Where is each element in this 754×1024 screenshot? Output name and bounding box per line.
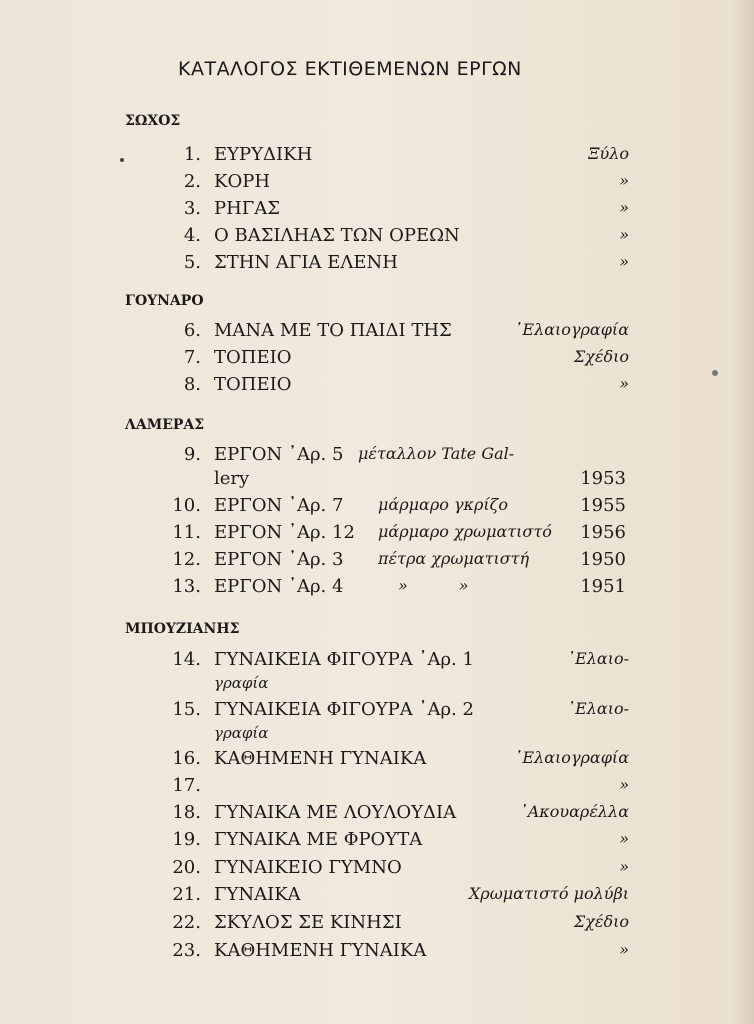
entry-number: 8. (183, 374, 201, 395)
entry-title: ΓΥΝΑΙΚΑ (214, 884, 301, 905)
entry-number: 5. (183, 252, 201, 273)
section-heading: ΓΟΥΝΑΡΟ (125, 293, 204, 309)
entry-title: ΡΗΓΑΣ (214, 198, 281, 219)
entry-medium: » (619, 252, 629, 271)
entry-number: 3. (183, 198, 201, 219)
list-item (0, 522, 754, 548)
entry-medium: » (619, 829, 629, 848)
page-title: ΚΑΤΑΛΟΓΟΣ ΕΚΤΙΘΕΜΕΝΩΝ ΕΡΓΩΝ (178, 58, 522, 80)
entry-title: ΕΥΡΥΔΙΚΗ (214, 144, 313, 165)
entry-title: ΚΑΘΗΜΕΝΗ ΓΥΝΑΙΚΑ (214, 748, 427, 769)
list-item (0, 912, 754, 938)
list-item (0, 347, 754, 373)
list-item (0, 829, 754, 855)
list-item (0, 444, 754, 470)
entry-title: ΣΤΗΝ ΑΓΙΑ ΕΛΕΝΗ (214, 252, 398, 273)
entry-medium: » (619, 225, 629, 244)
entry-medium: » (619, 857, 629, 876)
entry-medium: » (619, 775, 629, 794)
entry-title: ΓΥΝΑΙΚΑ ΜΕ ΦΡΟΥΤΑ (214, 829, 423, 850)
entry-number: 15. (172, 699, 201, 720)
entry-medium: » (619, 374, 629, 393)
entry-title: ΕΡΓΟΝ ᾿Αρ. 7 (214, 495, 344, 516)
list-item (0, 320, 754, 346)
section-heading: ΜΠΟΥΖΙΑΝΗΣ (125, 621, 240, 637)
entry-title: ΕΡΓΟΝ ᾿Αρ. 12 (214, 522, 355, 543)
entry-medium: Χρωματιστό μολύβι (468, 884, 629, 903)
entry-title: ΚΟΡΗ (214, 171, 271, 192)
entry-number: 6. (183, 320, 201, 341)
entry-medium: Ξύλο (588, 144, 629, 163)
list-item (0, 884, 754, 910)
list-item (0, 775, 754, 801)
entry-number: 19. (172, 829, 201, 850)
entry-medium: μάρμαρο γκρίζο (378, 495, 508, 514)
entry-title: ΓΥΝΑΙΚΕΙΟ ΓΥΜΝΟ (214, 857, 402, 878)
entry-year: 1953 (580, 468, 626, 489)
entry-title: Ο ΒΑΣΙΛΗΑΣ ΤΩΝ ΟΡΕΩΝ (214, 225, 460, 246)
entry-title: ΕΡΓΟΝ ᾿Αρ. 5 (214, 444, 344, 465)
entry-number: 16. (172, 748, 201, 769)
list-item (0, 576, 754, 602)
entry-number: 4. (183, 225, 201, 246)
entry-title: ΓΥΝΑΙΚΕΙΑ ΦΙΓΟΥΡΑ ᾿Αρ. 2 (214, 699, 474, 720)
entry-number: 17. (172, 775, 201, 796)
list-item (0, 171, 754, 197)
entry-number: 14. (172, 649, 201, 670)
entry-title: ΓΥΝΑΙΚΑ ΜΕ ΛΟΥΛΟΥΔΙΑ (214, 802, 457, 823)
entry-medium: πέτρα χρωματιστή (378, 549, 530, 568)
entry-medium: μέταλλον Tate Gal- (358, 444, 515, 463)
entry-medium: μάρμαρο χρωματιστό (378, 522, 552, 541)
list-item (0, 549, 754, 575)
entry-continuation: lery (214, 468, 250, 489)
entry-title: ΚΑΘΗΜΕΝΗ ΓΥΝΑΙΚΑ (214, 940, 427, 961)
list-item (0, 198, 754, 224)
list-item (0, 495, 754, 521)
list-item (0, 649, 754, 675)
entry-number: 23. (172, 940, 201, 961)
entry-medium: » (619, 171, 629, 190)
entry-medium: » » (398, 576, 469, 595)
entry-year: 1956 (580, 522, 626, 543)
entry-number: 7. (183, 347, 201, 368)
section-heading: ΛΑΜΕΡΑΣ (125, 417, 205, 433)
entry-title: ΣΚΥΛΟΣ ΣΕ ΚΙΝΗΣΙ (214, 912, 402, 933)
entry-number: 20. (172, 857, 201, 878)
list-item-continuation (0, 674, 754, 700)
entry-medium: Σχέδιο (573, 347, 629, 366)
entry-title: ΕΡΓΟΝ ᾿Αρ. 3 (214, 549, 344, 570)
entry-number: 13. (172, 576, 201, 597)
entry-medium: ᾿Ελαιο- (567, 699, 629, 718)
entry-number: 10. (172, 495, 201, 516)
entry-medium: » (619, 198, 629, 217)
list-item (0, 699, 754, 725)
entry-title: ΜΑΝΑ ΜΕ ΤΟ ΠΑΙΔΙ ΤΗΣ (214, 320, 452, 341)
entry-medium: Σχέδιο (573, 912, 629, 931)
entry-medium: ᾿Ελαιογραφία (514, 320, 629, 339)
entry-medium: ᾿Ελαιογραφία (514, 748, 629, 767)
list-item (0, 252, 754, 278)
section-heading: ΣΩΧΟΣ (125, 113, 181, 129)
entry-number: 2. (183, 171, 201, 192)
entry-number: 11. (172, 522, 201, 543)
list-item (0, 225, 754, 251)
list-item (0, 857, 754, 883)
entry-number: 9. (183, 444, 201, 465)
entry-number: 1. (183, 144, 201, 165)
entry-continuation: γραφία (214, 724, 269, 742)
list-item-continuation (0, 724, 754, 750)
list-item (0, 802, 754, 828)
list-item (0, 144, 754, 170)
entry-title: ΓΥΝΑΙΚΕΙΑ ΦΙΓΟΥΡΑ ᾿Αρ. 1 (214, 649, 474, 670)
list-item-continuation (0, 468, 754, 494)
entry-year: 1951 (580, 576, 626, 597)
entry-number: 18. (172, 802, 201, 823)
entry-year: 1950 (580, 549, 626, 570)
entry-number: 12. (172, 549, 201, 570)
entry-medium: ᾿Ελαιο- (567, 649, 629, 668)
entry-title: ΤΟΠΕΙΟ (214, 374, 292, 395)
entry-title: ΤΟΠΕΙΟ (214, 347, 292, 368)
entry-title: ΕΡΓΟΝ ᾿Αρ. 4 (214, 576, 344, 597)
list-item (0, 748, 754, 774)
list-item (0, 374, 754, 400)
entry-number: 21. (172, 884, 201, 905)
entry-year: 1955 (580, 495, 626, 516)
entry-medium: ᾿Ακουαρέλλα (519, 802, 629, 821)
entry-medium: » (619, 940, 629, 959)
entry-number: 22. (172, 912, 201, 933)
entry-continuation: γραφία (214, 674, 269, 692)
list-item (0, 940, 754, 966)
